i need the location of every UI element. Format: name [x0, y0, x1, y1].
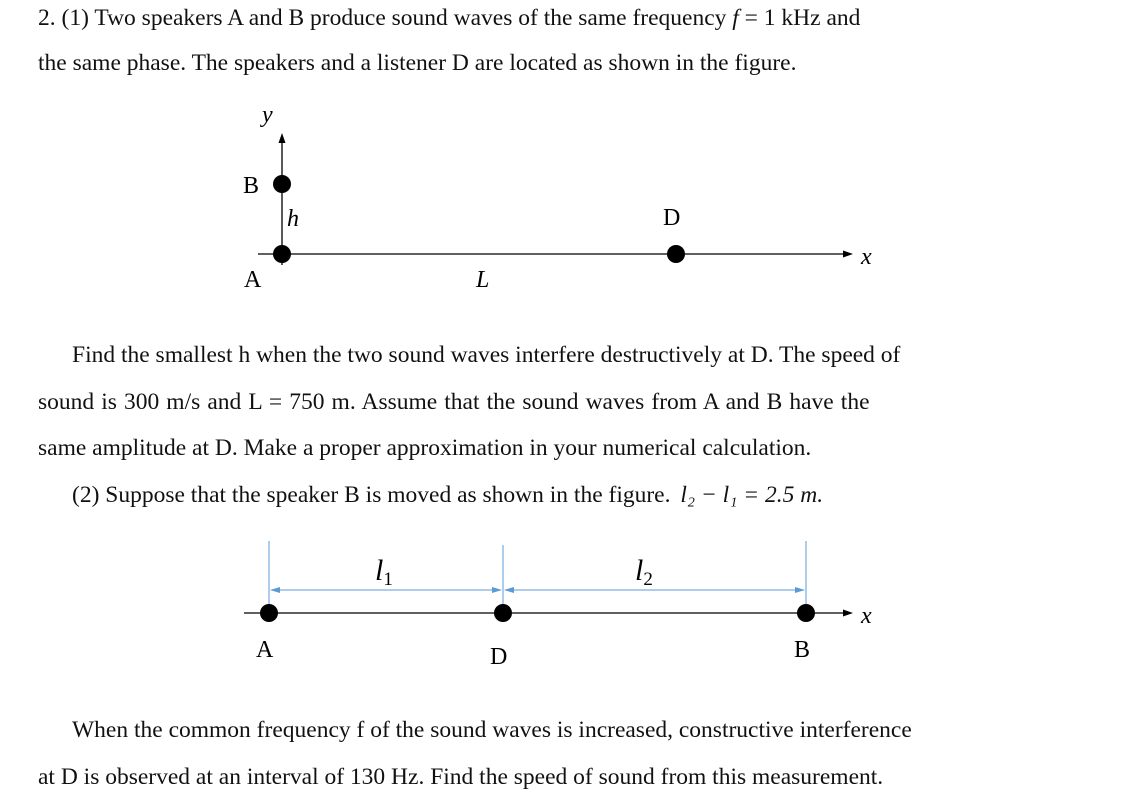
l2-symbol: l — [635, 554, 644, 587]
question2-line1: When the common frequency f of the sound waves is increased, constructive interference — [72, 717, 912, 743]
q1-line1-text: Find the smallest h when the two sound waves interfere destructively at D. The speed of — [72, 342, 901, 368]
part2-text: Suppose that the speaker B is moved as shown in the figure. — [105, 482, 671, 508]
fig1-label-h: h — [287, 206, 299, 232]
fig2-l2-label — [635, 554, 653, 590]
fig1-y-label: y — [262, 102, 273, 128]
fig2-speaker-a-point — [260, 604, 278, 622]
fig1-label-l: L — [476, 267, 490, 293]
l1-symbol: l — [375, 554, 384, 587]
fig2-speaker-b-point — [797, 604, 815, 622]
fig1-label-a: A — [244, 267, 262, 293]
l1-subscript: 1 — [383, 569, 393, 590]
fig2-x-axis-arrow-icon — [843, 610, 853, 617]
dim-l1-left-arrow-icon — [270, 587, 280, 593]
dim-l1-right-arrow-icon — [492, 587, 502, 593]
dim-l2-left-arrow-icon — [504, 587, 514, 593]
question2-line2: at D is observed at an interval of 130 Hz. Find the speed of sound from this measurement. — [38, 764, 884, 790]
frequency-variable: f — [732, 5, 739, 31]
intro-text: Two speakers A and B produce sound waves of the same frequency — [94, 5, 727, 31]
question1-line3: same amplitude at D. Make a proper approximation in your numerical calculation. — [38, 435, 812, 461]
fig2-label-a: A — [256, 637, 274, 663]
fig1-label-d: D — [663, 205, 681, 231]
l2-subscript: 2 — [643, 569, 653, 590]
question1-line2: sound is 300 m/s and L = 750 m. Assume that the sound waves from A and B have the — [38, 389, 870, 415]
frequency-equation: = 1 kHz and — [744, 5, 861, 31]
fig2-x-label: x — [861, 603, 872, 629]
fig1-x-label: x — [861, 244, 872, 270]
fig1-label-b: B — [243, 173, 260, 199]
problem-intro-line2: the same phase. The speakers and a listener D are located as shown in the figure. — [38, 50, 797, 76]
part1-marker: (1) — [61, 5, 89, 31]
dim-l2-right-arrow-icon — [795, 587, 805, 593]
part2-equation: l₂ − l₁ = 2.5 m. — [680, 482, 824, 508]
fig2-listener-d-point — [494, 604, 512, 622]
fig2-label-d: D — [490, 644, 508, 670]
problem-number: 2. — [38, 5, 56, 31]
fig2-label-b: B — [794, 637, 811, 663]
fig2-l1-label — [375, 554, 393, 590]
part2-marker: (2) — [72, 482, 100, 508]
